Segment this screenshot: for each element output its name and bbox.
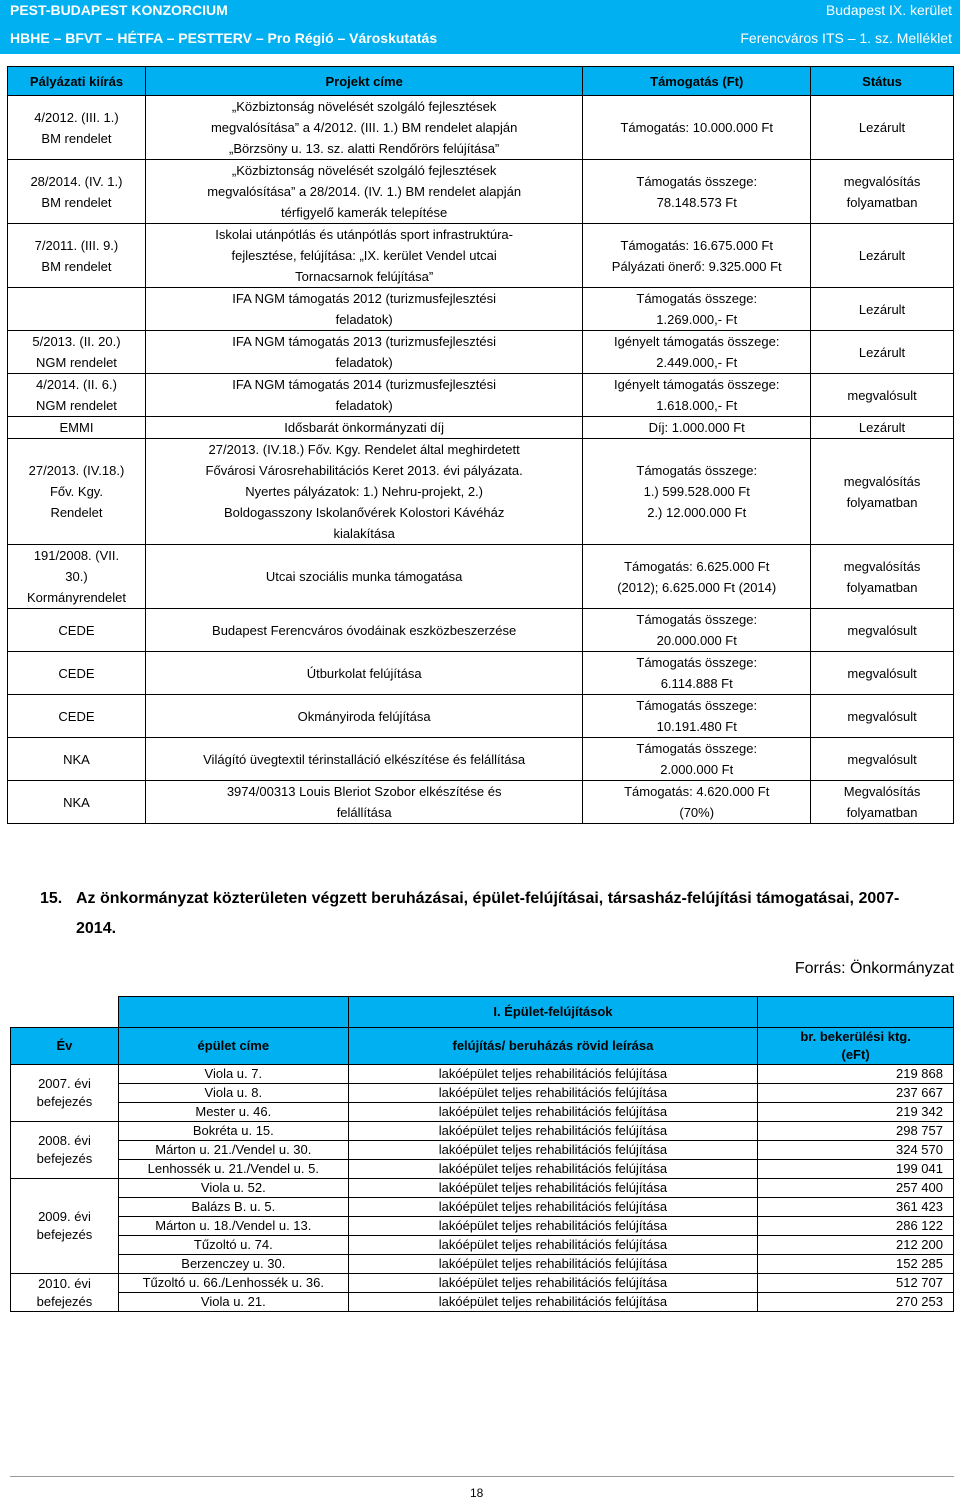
column-header: felújítás/ beruházás rövid leírása [348, 1028, 757, 1065]
grant-amount-cell: Támogatás: 4.620.000 Ft (70%) [583, 781, 811, 824]
status-cell: Lezárult [811, 331, 954, 374]
project-title-cell: Világító üvegtextil térinstalláció elkészítése és felállítása [145, 738, 582, 781]
kiiras-cell: CEDE [8, 609, 146, 652]
grant-amount-cell: Támogatás összege: 78.148.573 Ft [583, 160, 811, 224]
table-row [11, 1179, 954, 1198]
table-row [8, 160, 954, 224]
table-row [8, 652, 954, 695]
table-row [8, 781, 954, 824]
description-cell: lakóépület teljes rehabilitációs felújítása [348, 1217, 757, 1236]
table-row [8, 738, 954, 781]
cost-cell: 219 342 [758, 1103, 954, 1122]
year-cell: 2008. évi befejezés [11, 1122, 119, 1179]
project-title-cell: 27/2013. (IV.18.) Főv. Kgy. Rendelet által meghirdetett Fővárosi Városrehabilitációs Keret 2013. évi pályázata. Nyertes pályázatok: 1.) Nehru-projekt, 2.) Boldogasszony Iskolanővérek Kolostori Kávéház kialakítása [145, 439, 582, 545]
building-address-cell: Balázs B. u. 5. [118, 1198, 348, 1217]
project-title-cell: Útburkolat felújítása [145, 652, 582, 695]
grant-amount-cell: Támogatás összege: 2.000.000 Ft [583, 738, 811, 781]
table-row [8, 96, 954, 160]
table-row [8, 695, 954, 738]
grant-amount-cell: Támogatás: 6.625.000 Ft (2012); 6.625.000 Ft (2014) [583, 545, 811, 609]
kiiras-cell: 27/2013. (IV.18.) Főv. Kgy. Rendelet [8, 439, 146, 545]
table-row [11, 1084, 954, 1103]
description-cell: lakóépület teljes rehabilitációs felújítása [348, 1274, 757, 1293]
project-title-cell: Budapest Ferencváros óvodáinak eszközbeszerzése [145, 609, 582, 652]
cost-cell: 219 868 [758, 1065, 954, 1084]
grant-amount-cell: Igényelt támogatás összege: 1.618.000,- Ft [583, 374, 811, 417]
table-row [11, 1198, 954, 1217]
kiiras-cell: NKA [8, 781, 146, 824]
table-row [11, 1293, 954, 1312]
table-row [11, 1103, 954, 1122]
description-cell: lakóépület teljes rehabilitációs felújítása [348, 1122, 757, 1141]
status-cell: megvalósult [811, 652, 954, 695]
header-subtitle: HBHE – BFVT – HÉTFA – PESTTERV – Pro Régió – Városkutatás [10, 30, 438, 46]
column-header: Év [11, 1028, 119, 1065]
table-row [8, 439, 954, 545]
status-cell: megvalósult [811, 695, 954, 738]
description-cell: lakóépület teljes rehabilitációs felújítása [348, 1103, 757, 1122]
description-cell: lakóépület teljes rehabilitációs felújítása [348, 1160, 757, 1179]
table-row [11, 1065, 954, 1084]
description-cell: lakóépület teljes rehabilitációs felújítása [348, 1236, 757, 1255]
building-address-cell: Lenhossék u. 21./Vendel u. 5. [118, 1160, 348, 1179]
status-cell: Lezárult [811, 417, 954, 439]
table-row [11, 1236, 954, 1255]
cost-cell: 270 253 [758, 1293, 954, 1312]
empty-header-cell [758, 997, 954, 1028]
source-note: Forrás: Önkormányzat [794, 960, 954, 977]
status-cell: megvalósítás folyamatban [811, 160, 954, 224]
column-header: Pályázati kiírás [8, 67, 146, 96]
description-cell: lakóépület teljes rehabilitációs felújítása [348, 1141, 757, 1160]
status-cell: megvalósult [811, 374, 954, 417]
page-header [0, 0, 960, 54]
grant-amount-cell: Díj: 1.000.000 Ft [583, 417, 811, 439]
project-title-cell: Okmányiroda felújítása [145, 695, 582, 738]
project-title-cell: IFA NGM támogatás 2014 (turizmusfejlesztési feladatok) [145, 374, 582, 417]
header-title: PEST-BUDAPEST KONZORCIUM [10, 2, 228, 18]
status-cell: Megvalósítás folyamatban [811, 781, 954, 824]
kiiras-cell: 5/2013. (II. 20.) NGM rendelet [8, 331, 146, 374]
renovations-table-header [11, 1028, 954, 1065]
table-row [8, 609, 954, 652]
table-row [8, 545, 954, 609]
building-address-cell: Viola u. 21. [118, 1293, 348, 1312]
project-title-cell: Iskolai utánpótlás és utánpótlás sport infrastruktúra- fejlesztése, felújítása: „IX. kerület Vendel utcai Tornacsarnok felújítása” [145, 224, 582, 288]
project-title-cell: IFA NGM támogatás 2013 (turizmusfejlesztési feladatok) [145, 331, 582, 374]
building-address-cell: Tűzoltó u. 66./Lenhossék u. 36. [118, 1274, 348, 1293]
project-title-cell: Utcai szociális munka támogatása [145, 545, 582, 609]
kiiras-cell [8, 288, 146, 331]
section-number: 15. [40, 890, 63, 907]
cost-cell: 298 757 [758, 1122, 954, 1141]
cost-cell: 361 423 [758, 1198, 954, 1217]
group-header: I. Épület-felújítások [348, 997, 757, 1028]
status-cell: Lezárult [811, 288, 954, 331]
project-title-cell: „Közbiztonság növelését szolgáló fejlesztések megvalósítása” a 4/2012. (III. 1.) BM rendelet alapján „Börzsöny u. 13. sz. alatti Rendőrörs felújítása” [145, 96, 582, 160]
status-cell: Lezárult [811, 224, 954, 288]
grant-amount-cell: Támogatás összege: 6.114.888 Ft [583, 652, 811, 695]
building-address-cell: Mester u. 46. [118, 1103, 348, 1122]
description-cell: lakóépület teljes rehabilitációs felújítása [348, 1255, 757, 1274]
table-row [11, 1217, 954, 1236]
table-row [8, 417, 954, 439]
kiiras-cell: CEDE [8, 695, 146, 738]
cost-cell: 237 667 [758, 1084, 954, 1103]
kiiras-cell: EMMI [8, 417, 146, 439]
building-address-cell: Márton u. 18./Vendel u. 13. [118, 1217, 348, 1236]
description-cell: lakóépület teljes rehabilitációs felújítása [348, 1293, 757, 1312]
table-row [11, 1122, 954, 1141]
section-title: Az önkormányzat közterületen végzett beruházásai, épület-felújításai, társasház-felújítási támogatásai, 2007-2014. [76, 890, 900, 937]
kiiras-cell: 28/2014. (IV. 1.) BM rendelet [8, 160, 146, 224]
empty-header-cell [118, 997, 348, 1028]
table-row [11, 1255, 954, 1274]
cost-cell: 512 707 [758, 1274, 954, 1293]
building-address-cell: Viola u. 52. [118, 1179, 348, 1198]
cost-cell: 152 285 [758, 1255, 954, 1274]
grant-amount-cell: Támogatás összege: 20.000.000 Ft [583, 609, 811, 652]
table-row [11, 1141, 954, 1160]
building-address-cell: Tűzoltó u. 74. [118, 1236, 348, 1255]
status-cell: Lezárult [811, 96, 954, 160]
cost-cell: 286 122 [758, 1217, 954, 1236]
page-number: 18 [470, 1486, 484, 1500]
column-header: Támogatás (Ft) [583, 67, 811, 96]
kiiras-cell: 4/2012. (III. 1.) BM rendelet [8, 96, 146, 160]
column-header: Státus [811, 67, 954, 96]
building-address-cell: Bokréta u. 15. [118, 1122, 348, 1141]
project-title-cell: „Közbiztonság növelését szolgáló fejlesztések megvalósítása” a 28/2014. (IV. 1.) BM rendelet alapján térfigyelő kamerák telepítése [145, 160, 582, 224]
grant-amount-cell: Támogatás: 10.000.000 Ft [583, 96, 811, 160]
cost-cell: 212 200 [758, 1236, 954, 1255]
kiiras-cell: NKA [8, 738, 146, 781]
year-cell: 2007. évi befejezés [11, 1065, 119, 1122]
header-doc: Ferencváros ITS – 1. sz. Melléklet [740, 30, 952, 46]
description-cell: lakóépület teljes rehabilitációs felújítása [348, 1179, 757, 1198]
grant-amount-cell: Támogatás összege: 1.269.000,- Ft [583, 288, 811, 331]
table-row [8, 224, 954, 288]
building-address-cell: Berzenczey u. 30. [118, 1255, 348, 1274]
kiiras-cell: CEDE [8, 652, 146, 695]
status-cell: megvalósult [811, 609, 954, 652]
status-cell: megvalósult [811, 738, 954, 781]
description-cell: lakóépület teljes rehabilitációs felújítása [348, 1084, 757, 1103]
description-cell: lakóépület teljes rehabilitációs felújítása [348, 1198, 757, 1217]
table-row [8, 288, 954, 331]
building-address-cell: Viola u. 8. [118, 1084, 348, 1103]
project-title-cell: 3974/00313 Louis Bleriot Szobor elkészítése és felállítása [145, 781, 582, 824]
status-cell: megvalósítás folyamatban [811, 439, 954, 545]
grant-amount-cell: Támogatás: 16.675.000 Ft Pályázati önerő: 9.325.000 Ft [583, 224, 811, 288]
cost-cell: 257 400 [758, 1179, 954, 1198]
kiiras-cell: 191/2008. (VII. 30.) Kormányrendelet [8, 545, 146, 609]
cost-cell: 199 041 [758, 1160, 954, 1179]
column-header: Projekt címe [145, 67, 582, 96]
table-row [8, 331, 954, 374]
header-district: Budapest IX. kerület [825, 2, 952, 18]
footer-divider [10, 1476, 954, 1477]
table-row [11, 1274, 954, 1293]
table-row [8, 374, 954, 417]
status-cell: megvalósítás folyamatban [811, 545, 954, 609]
grant-amount-cell: Támogatás összege: 1.) 599.528.000 Ft 2.) 12.000.000 Ft [583, 439, 811, 545]
kiiras-cell: 7/2011. (III. 9.) BM rendelet [8, 224, 146, 288]
table-row [11, 1160, 954, 1179]
kiiras-cell: 4/2014. (II. 6.) NGM rendelet [8, 374, 146, 417]
grants-table [7, 66, 954, 824]
grant-amount-cell: Támogatás összege: 10.191.480 Ft [583, 695, 811, 738]
renovations-table [10, 996, 954, 1312]
grant-amount-cell: Igényelt támogatás összege: 2.449.000,- Ft [583, 331, 811, 374]
year-cell: 2009. évi befejezés [11, 1179, 119, 1274]
project-title-cell: IFA NGM támogatás 2012 (turizmusfejlesztési feladatok) [145, 288, 582, 331]
empty-header-cell [11, 997, 119, 1028]
grants-table-header [8, 67, 954, 96]
column-header: br. bekerülési ktg. (eFt) [758, 1028, 954, 1065]
description-cell: lakóépület teljes rehabilitációs felújítása [348, 1065, 757, 1084]
year-cell: 2010. évi befejezés [11, 1274, 119, 1312]
building-address-cell: Márton u. 21./Vendel u. 30. [118, 1141, 348, 1160]
project-title-cell: Idősbarát önkormányzati díj [145, 417, 582, 439]
column-header: épület címe [118, 1028, 348, 1065]
building-address-cell: Viola u. 7. [118, 1065, 348, 1084]
cost-cell: 324 570 [758, 1141, 954, 1160]
